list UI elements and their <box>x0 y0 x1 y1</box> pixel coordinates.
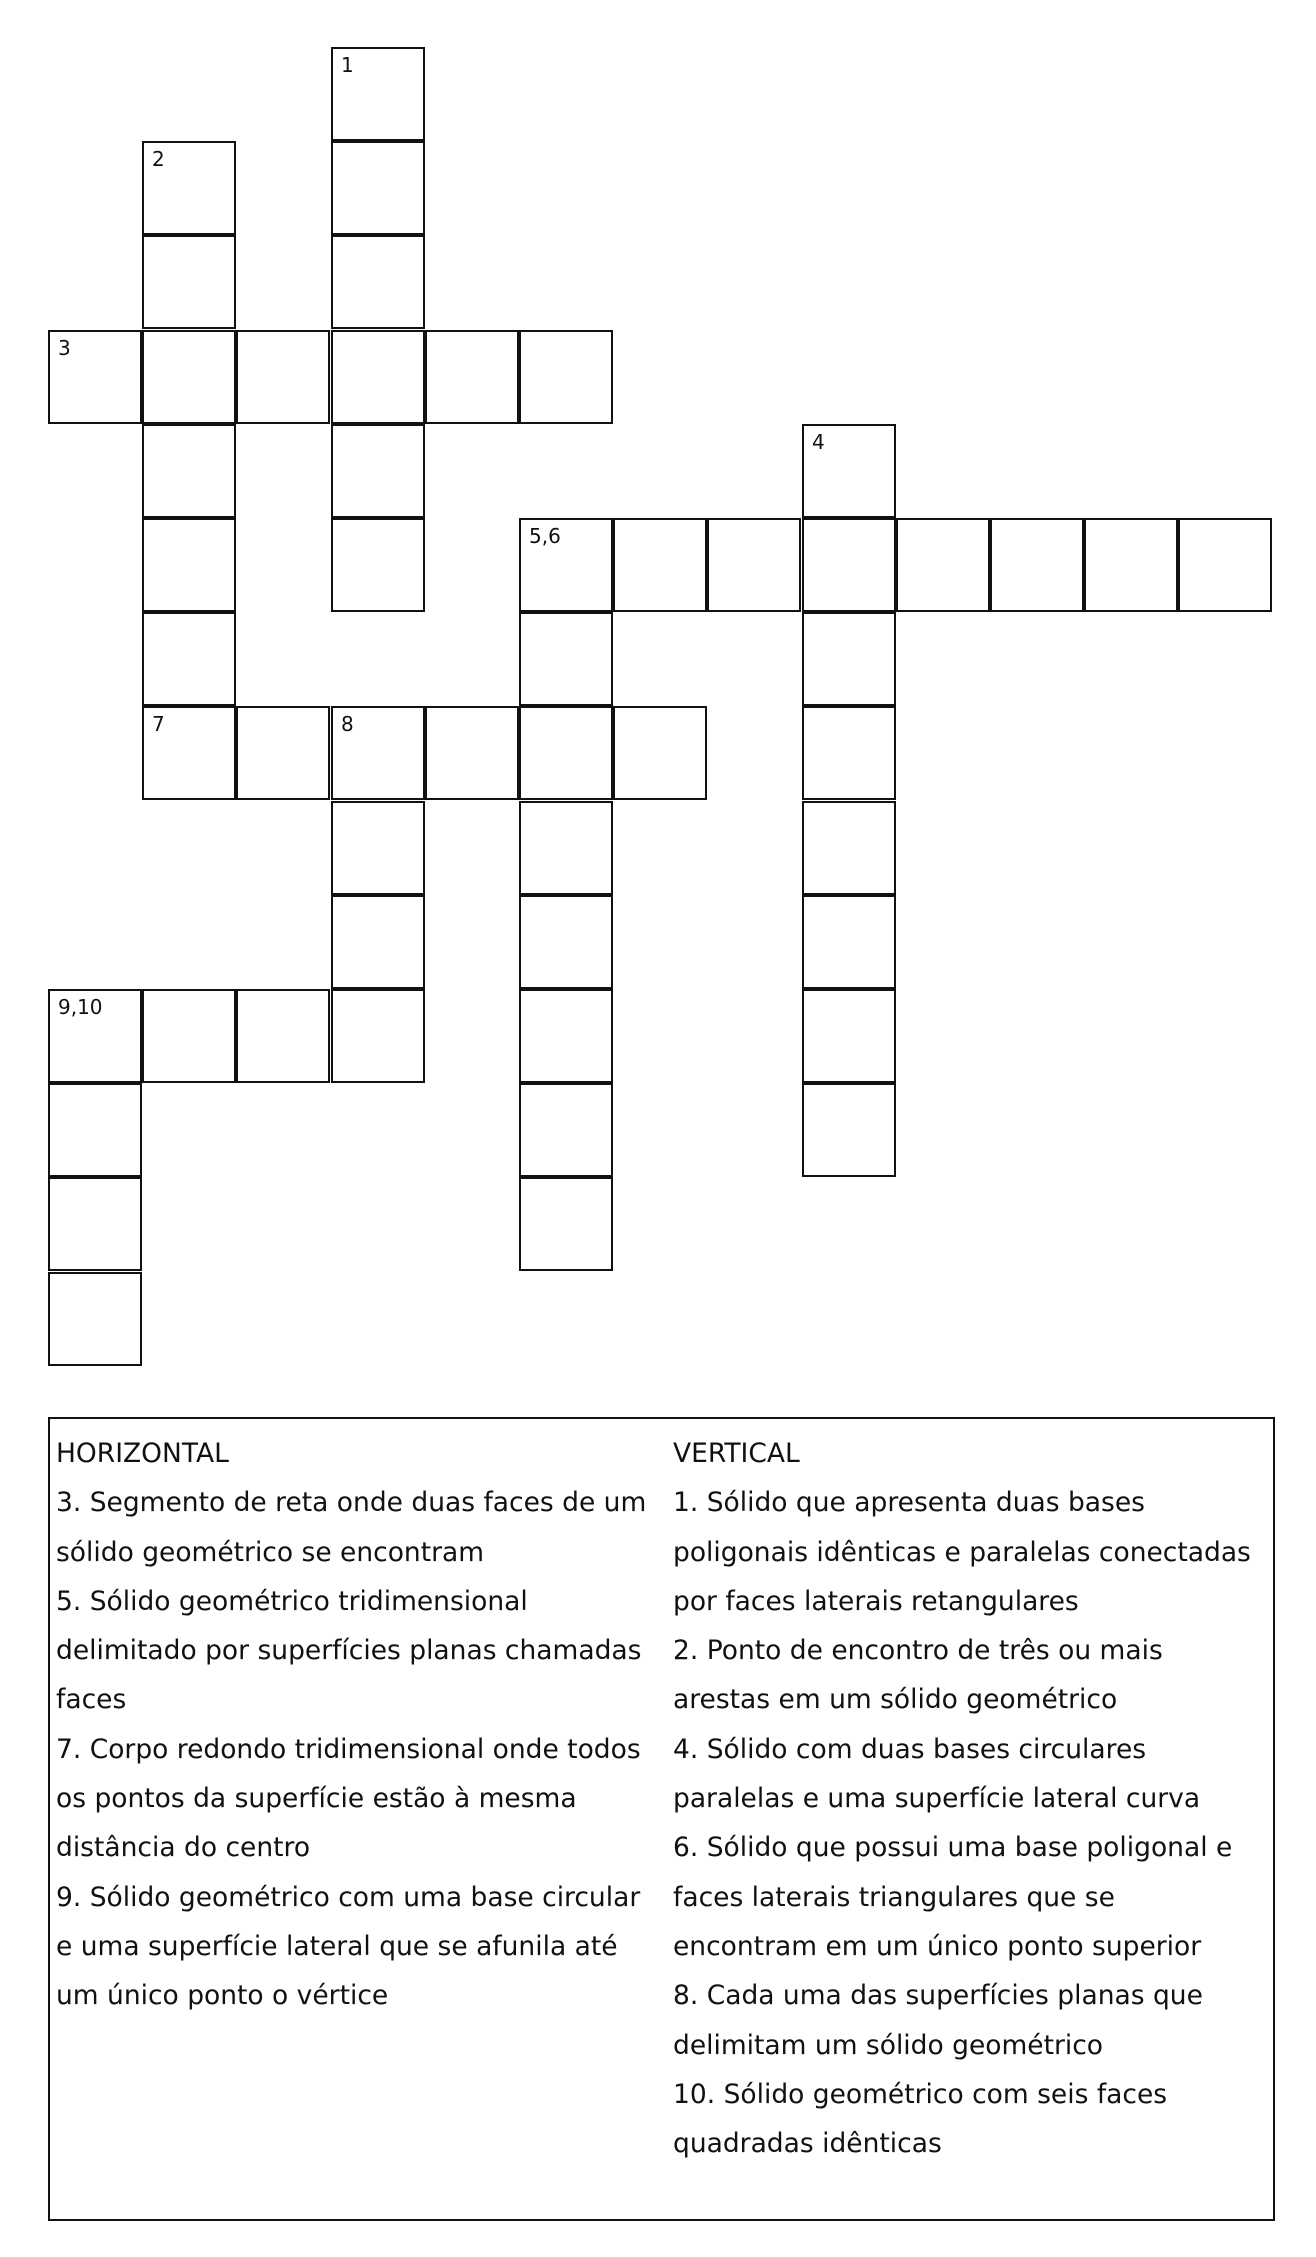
clue-line: arestas em um sólido geométrico <box>673 1684 1118 1716</box>
clue-line: 4. Sólido com duas bases circulares <box>673 1733 1147 1765</box>
clue-number: 9,10 <box>58 995 103 1019</box>
clue-line: delimitado por superfícies planas chamadas <box>56 1635 642 1667</box>
crossword-cell[interactable] <box>142 706 236 800</box>
clue-number: 7 <box>152 712 165 736</box>
crossword-cell[interactable] <box>519 895 613 989</box>
clue-line: sólido geométrico se encontram <box>56 1536 485 1568</box>
clue-line: distância do centro <box>56 1832 311 1864</box>
crossword-cell[interactable] <box>896 518 990 612</box>
crossword-cell[interactable] <box>519 989 613 1083</box>
crossword-cell[interactable] <box>331 424 425 518</box>
crossword-cell[interactable] <box>331 895 425 989</box>
clue-line: 1. Sólido que apresenta duas bases <box>673 1487 1145 1519</box>
clue-line: delimitam um sólido geométrico <box>673 2029 1104 2061</box>
crossword-cell[interactable] <box>236 989 330 1083</box>
horizontal-heading: HORIZONTAL <box>56 1438 229 1469</box>
crossword-cell[interactable] <box>331 235 425 329</box>
clue-line: 7. Corpo redondo tridimensional onde todos <box>56 1733 641 1765</box>
crossword-cell[interactable] <box>48 1272 142 1366</box>
crossword-cell[interactable] <box>142 424 236 518</box>
clues-box <box>48 1417 1275 2221</box>
clue-line: por faces laterais retangulares <box>673 1585 1079 1617</box>
clue-line: um único ponto o vértice <box>56 1980 389 2012</box>
clue-line: quadradas idênticas <box>673 2128 942 2160</box>
crossword-cell[interactable] <box>802 706 896 800</box>
crossword-cell[interactable] <box>1084 518 1178 612</box>
crossword-cell[interactable] <box>331 47 425 141</box>
crossword-cell[interactable] <box>331 330 425 424</box>
crossword-cell[interactable] <box>236 330 330 424</box>
clue-number: 1 <box>341 53 354 77</box>
crossword-cell[interactable] <box>142 518 236 612</box>
crossword-cell[interactable] <box>802 424 896 518</box>
crossword-cell[interactable] <box>236 706 330 800</box>
crossword-cell[interactable] <box>142 330 236 424</box>
crossword-cell[interactable] <box>331 518 425 612</box>
crossword-cell[interactable] <box>142 612 236 706</box>
crossword-cell[interactable] <box>802 989 896 1083</box>
clue-line: os pontos da superfície estão à mesma <box>56 1783 577 1815</box>
clue-number: 5,6 <box>529 524 561 548</box>
clue-line: 9. Sólido geométrico com uma base circular <box>56 1881 641 1913</box>
clue-line: 5. Sólido geométrico tridimensional <box>56 1585 528 1617</box>
crossword-cell[interactable] <box>519 1177 613 1271</box>
clue-line: 2. Ponto de encontro de três ou mais <box>673 1635 1163 1667</box>
crossword-cell[interactable] <box>519 706 613 800</box>
clue-line: poligonais idênticas e paralelas conectadas <box>673 1536 1251 1568</box>
crossword-cell[interactable] <box>331 801 425 895</box>
crossword-cell[interactable] <box>519 1083 613 1177</box>
crossword-cell[interactable] <box>1178 518 1272 612</box>
vertical-clues <box>673 1429 1273 2168</box>
crossword-cell[interactable] <box>802 801 896 895</box>
crossword-cell[interactable] <box>613 518 707 612</box>
horizontal-clues <box>56 1429 656 2021</box>
vertical-heading: VERTICAL <box>673 1438 800 1469</box>
crossword-cell[interactable] <box>331 706 425 800</box>
clue-number: 8 <box>341 712 354 736</box>
clue-number: 4 <box>812 430 825 454</box>
crossword-cell[interactable] <box>48 330 142 424</box>
crossword-cell[interactable] <box>707 518 801 612</box>
crossword-cell[interactable] <box>519 612 613 706</box>
crossword-cell[interactable] <box>142 235 236 329</box>
crossword-cell[interactable] <box>519 518 613 612</box>
clue-line: encontram em um único ponto superior <box>673 1930 1202 1962</box>
crossword-cell[interactable] <box>519 801 613 895</box>
crossword-cell[interactable] <box>48 1177 142 1271</box>
clue-line: e uma superfície lateral que se afunila até <box>56 1930 618 1962</box>
crossword-cell[interactable] <box>425 706 519 800</box>
crossword-cell[interactable] <box>425 330 519 424</box>
crossword-cell[interactable] <box>519 330 613 424</box>
crossword-cell[interactable] <box>331 141 425 235</box>
crossword-cell[interactable] <box>48 989 142 1083</box>
crossword-cell[interactable] <box>802 1083 896 1177</box>
crossword-cell[interactable] <box>142 141 236 235</box>
crossword-cell[interactable] <box>990 518 1084 612</box>
crossword-cell[interactable] <box>331 989 425 1083</box>
crossword-cell[interactable] <box>613 706 707 800</box>
clue-line: 10. Sólido geométrico com seis faces <box>673 2078 1168 2110</box>
clue-line: faces laterais triangulares que se <box>673 1881 1115 1913</box>
clue-line: faces <box>56 1684 127 1716</box>
clue-line: 6. Sólido que possui uma base poligonal e <box>673 1832 1233 1864</box>
crossword-cell[interactable] <box>48 1083 142 1177</box>
clue-line: 8. Cada uma das superfícies planas que <box>673 1980 1203 2012</box>
crossword-cell[interactable] <box>802 518 896 612</box>
crossword-cell[interactable] <box>142 989 236 1083</box>
clue-line: paralelas e uma superfície lateral curva <box>673 1783 1201 1815</box>
crossword-cell[interactable] <box>802 612 896 706</box>
clue-line: 3. Segmento de reta onde duas faces de um <box>56 1487 647 1519</box>
clue-number: 2 <box>152 147 165 171</box>
clue-number: 3 <box>58 336 71 360</box>
crossword-cell[interactable] <box>802 895 896 989</box>
